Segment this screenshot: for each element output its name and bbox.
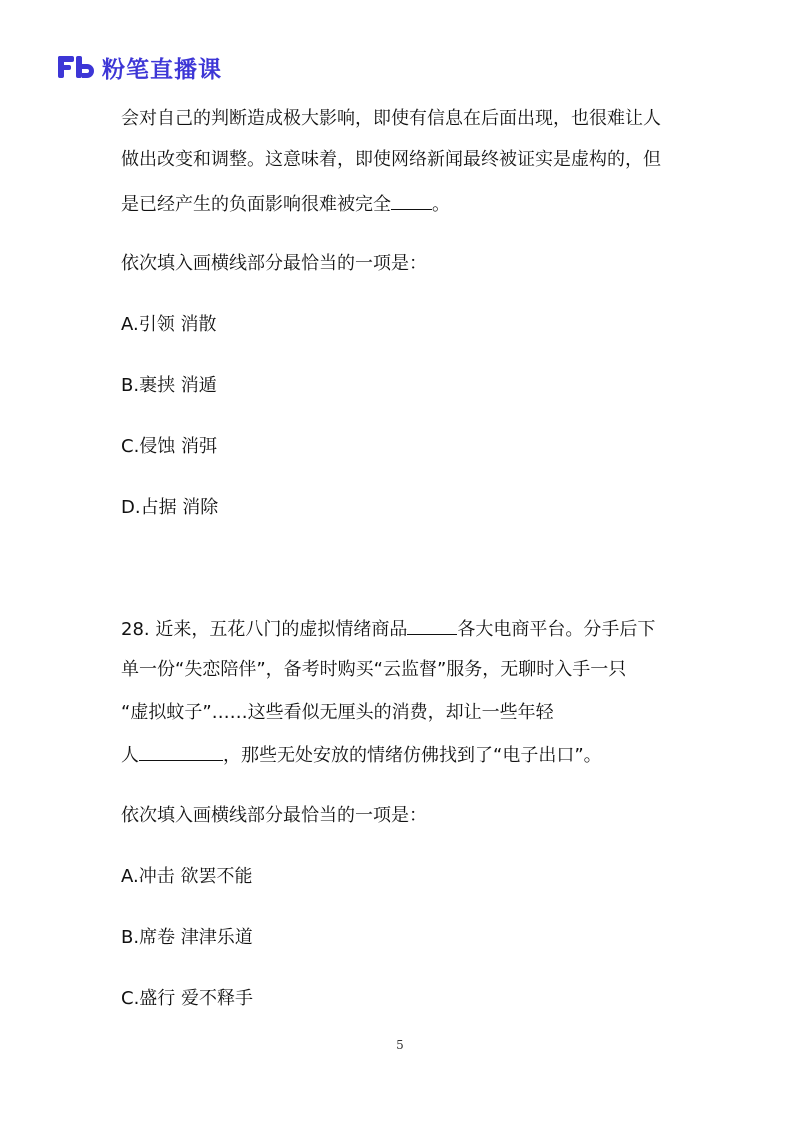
q28-option-a: A.冲击 欲罢不能 xyxy=(121,866,253,887)
q28-line4-after-blank: ，那些无处安放的情绪仿佛找到了“电子出口”。 xyxy=(223,745,602,766)
q27-text-line-1: 会对自己的判断造成极大影响，即使有信息在后面出现，也很难让人 xyxy=(121,108,661,129)
fill-blank xyxy=(407,616,457,635)
page-header xyxy=(56,50,222,84)
q27-option-a: A.引领 消散 xyxy=(121,314,217,335)
q28-text-line-3: “虚拟蚊子”……这些看似无厘头的消费，却让一些年轻 xyxy=(121,702,554,723)
q28-text-line-4 xyxy=(121,742,602,769)
fb-logo-icon xyxy=(56,52,96,82)
q28-option-b: B.席卷 津津乐道 xyxy=(121,927,253,948)
q28-text-line-2: 单一份“失恋陪伴”，备考时购买“云监督”服务，无聊时入手一只 xyxy=(121,659,627,680)
fill-blank xyxy=(391,191,432,210)
q27-option-d: D.占据 消除 xyxy=(121,497,219,518)
q28-option-c: C.盛行 爱不释手 xyxy=(121,988,254,1009)
q28-prompt: 依次填入画横线部分最恰当的一项是： xyxy=(121,805,427,826)
q27-text-line-2: 做出改变和调整。这意味着，即使网络新闻最终被证实是虚构的，但 xyxy=(121,149,661,170)
q27-option-b: B.裹挟 消遁 xyxy=(121,375,217,396)
fill-blank xyxy=(139,742,223,761)
q27-prompt: 依次填入画横线部分最恰当的一项是： xyxy=(121,253,427,274)
q28-line1-before-blank: 28. 近来，五花八门的虚拟情绪商品 xyxy=(121,619,408,640)
q27-text-line-3 xyxy=(121,191,450,218)
q27-line3-before-blank: 是已经产生的负面影响很难被完全 xyxy=(121,194,391,215)
brand-name: 粉笔直播课 xyxy=(102,56,222,83)
q28-text-line-1 xyxy=(121,616,655,643)
q28-line1-after-blank: 各大电商平台。分手后下 xyxy=(457,619,656,640)
q28-line4-before-blank: 人 xyxy=(121,745,139,766)
q27-line3-after-blank: 。 xyxy=(432,194,450,215)
q27-option-c: C.侵蚀 消弭 xyxy=(121,436,218,457)
page-number: 5 xyxy=(396,1038,404,1052)
